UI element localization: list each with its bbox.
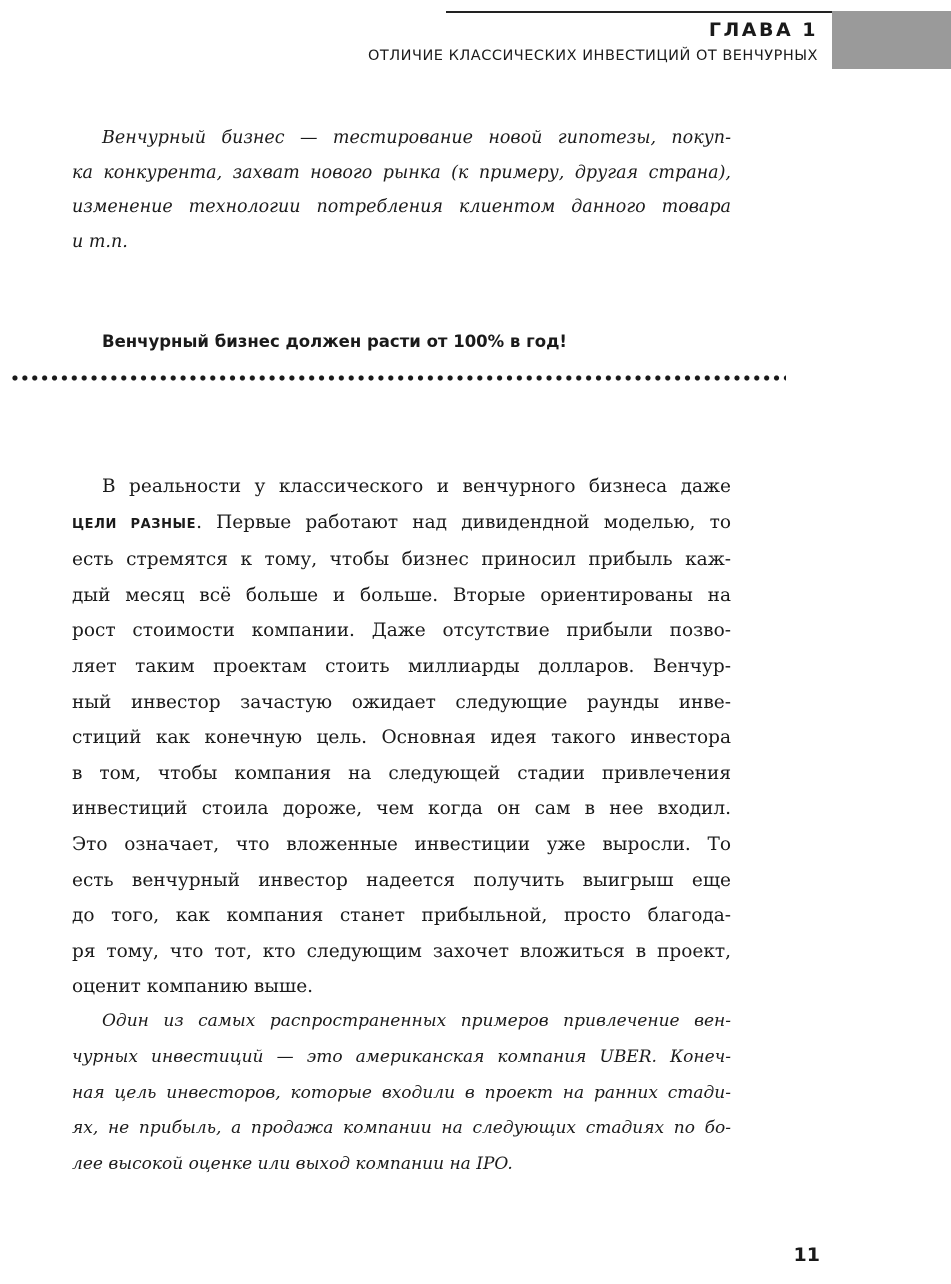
text-line: дый месяц всё больше и больше. Вторые ориентированы на: [72, 584, 731, 606]
text-line: до того, как компания станет прибыльной, просто благода-: [72, 905, 731, 927]
text-fragment: . Первые работают над дивидендной моделью, то: [196, 511, 731, 533]
text-line: ях, не прибыль, а продажа компании на следующих стадиях по бо-: [72, 1118, 731, 1139]
header-rule: [446, 11, 832, 13]
text-line: есть венчурный инвестор надеется получить выигрыш еще: [72, 869, 731, 891]
dotted-divider: [10, 372, 786, 384]
chapter-label: ГЛАВА 1: [708, 19, 818, 41]
chapter-title: ОТЛИЧИЕ КЛАССИЧЕСКИХ ИНВЕСТИЦИЙ ОТ ВЕНЧУРНЫХ: [368, 48, 818, 64]
text-line: ляет таким проектам стоить миллиарды долларов. Венчур-: [72, 655, 731, 677]
text-line: Это означает, что вложенные инвестиции уже выросли. То: [72, 833, 731, 855]
example-paragraph: [72, 1004, 731, 1183]
text-line: лее высокой оценке или выход компании на IPO.: [72, 1154, 513, 1175]
chapter-tab-block: [832, 11, 951, 69]
definition-paragraph: [72, 121, 731, 259]
emphasis-statement: Венчурный бизнес должен расти от 100% в год!: [102, 332, 567, 351]
text-line: рост стоимости компании. Даже отсутствие прибыли позво-: [72, 620, 731, 642]
text-line: оценит компанию выше.: [72, 976, 314, 998]
text-line: и т.п.: [72, 231, 128, 252]
text-line: изменение технологии потребления клиентом данного товара: [72, 197, 731, 217]
text-line: ка конкурента, захват нового рынка (к примеру, другая страна),: [72, 162, 731, 183]
text-line: [72, 505, 731, 543]
text-line: Венчурный бизнес — тестирование новой гипотезы, покуп-: [102, 128, 731, 148]
text-line: ный инвестор зачастую ожидает следующие раунды инве-: [72, 691, 731, 713]
text-line: в том, чтобы компания на следующей стадии привлечения: [72, 762, 731, 784]
text-line: есть стремятся к тому, чтобы бизнес приносил прибыль каж-: [72, 549, 731, 571]
page-number: 11: [793, 1244, 820, 1266]
highlight-text: ЦЕЛИ РАЗНЫЕ: [72, 516, 197, 532]
body-paragraph: [72, 469, 731, 1005]
text-line: ная цель инвесторов, которые входили в проект на ранних стади-: [72, 1082, 731, 1103]
text-line: стиций как конечную цель. Основная идея такого инвестора: [72, 727, 731, 749]
text-line: Один из самых распространенных примеров привлечение вен-: [102, 1011, 731, 1031]
text-line: инвестиций стоила дороже, чем когда он сам в нее входил.: [72, 798, 731, 820]
text-line: ря тому, что тот, кто следующим захочет вложиться в проект,: [72, 940, 731, 962]
text-line: В реальности у классического и венчурного бизнеса даже: [102, 476, 731, 497]
text-line: чурных инвестиций — это американская компания UBER. Конеч-: [72, 1046, 731, 1067]
